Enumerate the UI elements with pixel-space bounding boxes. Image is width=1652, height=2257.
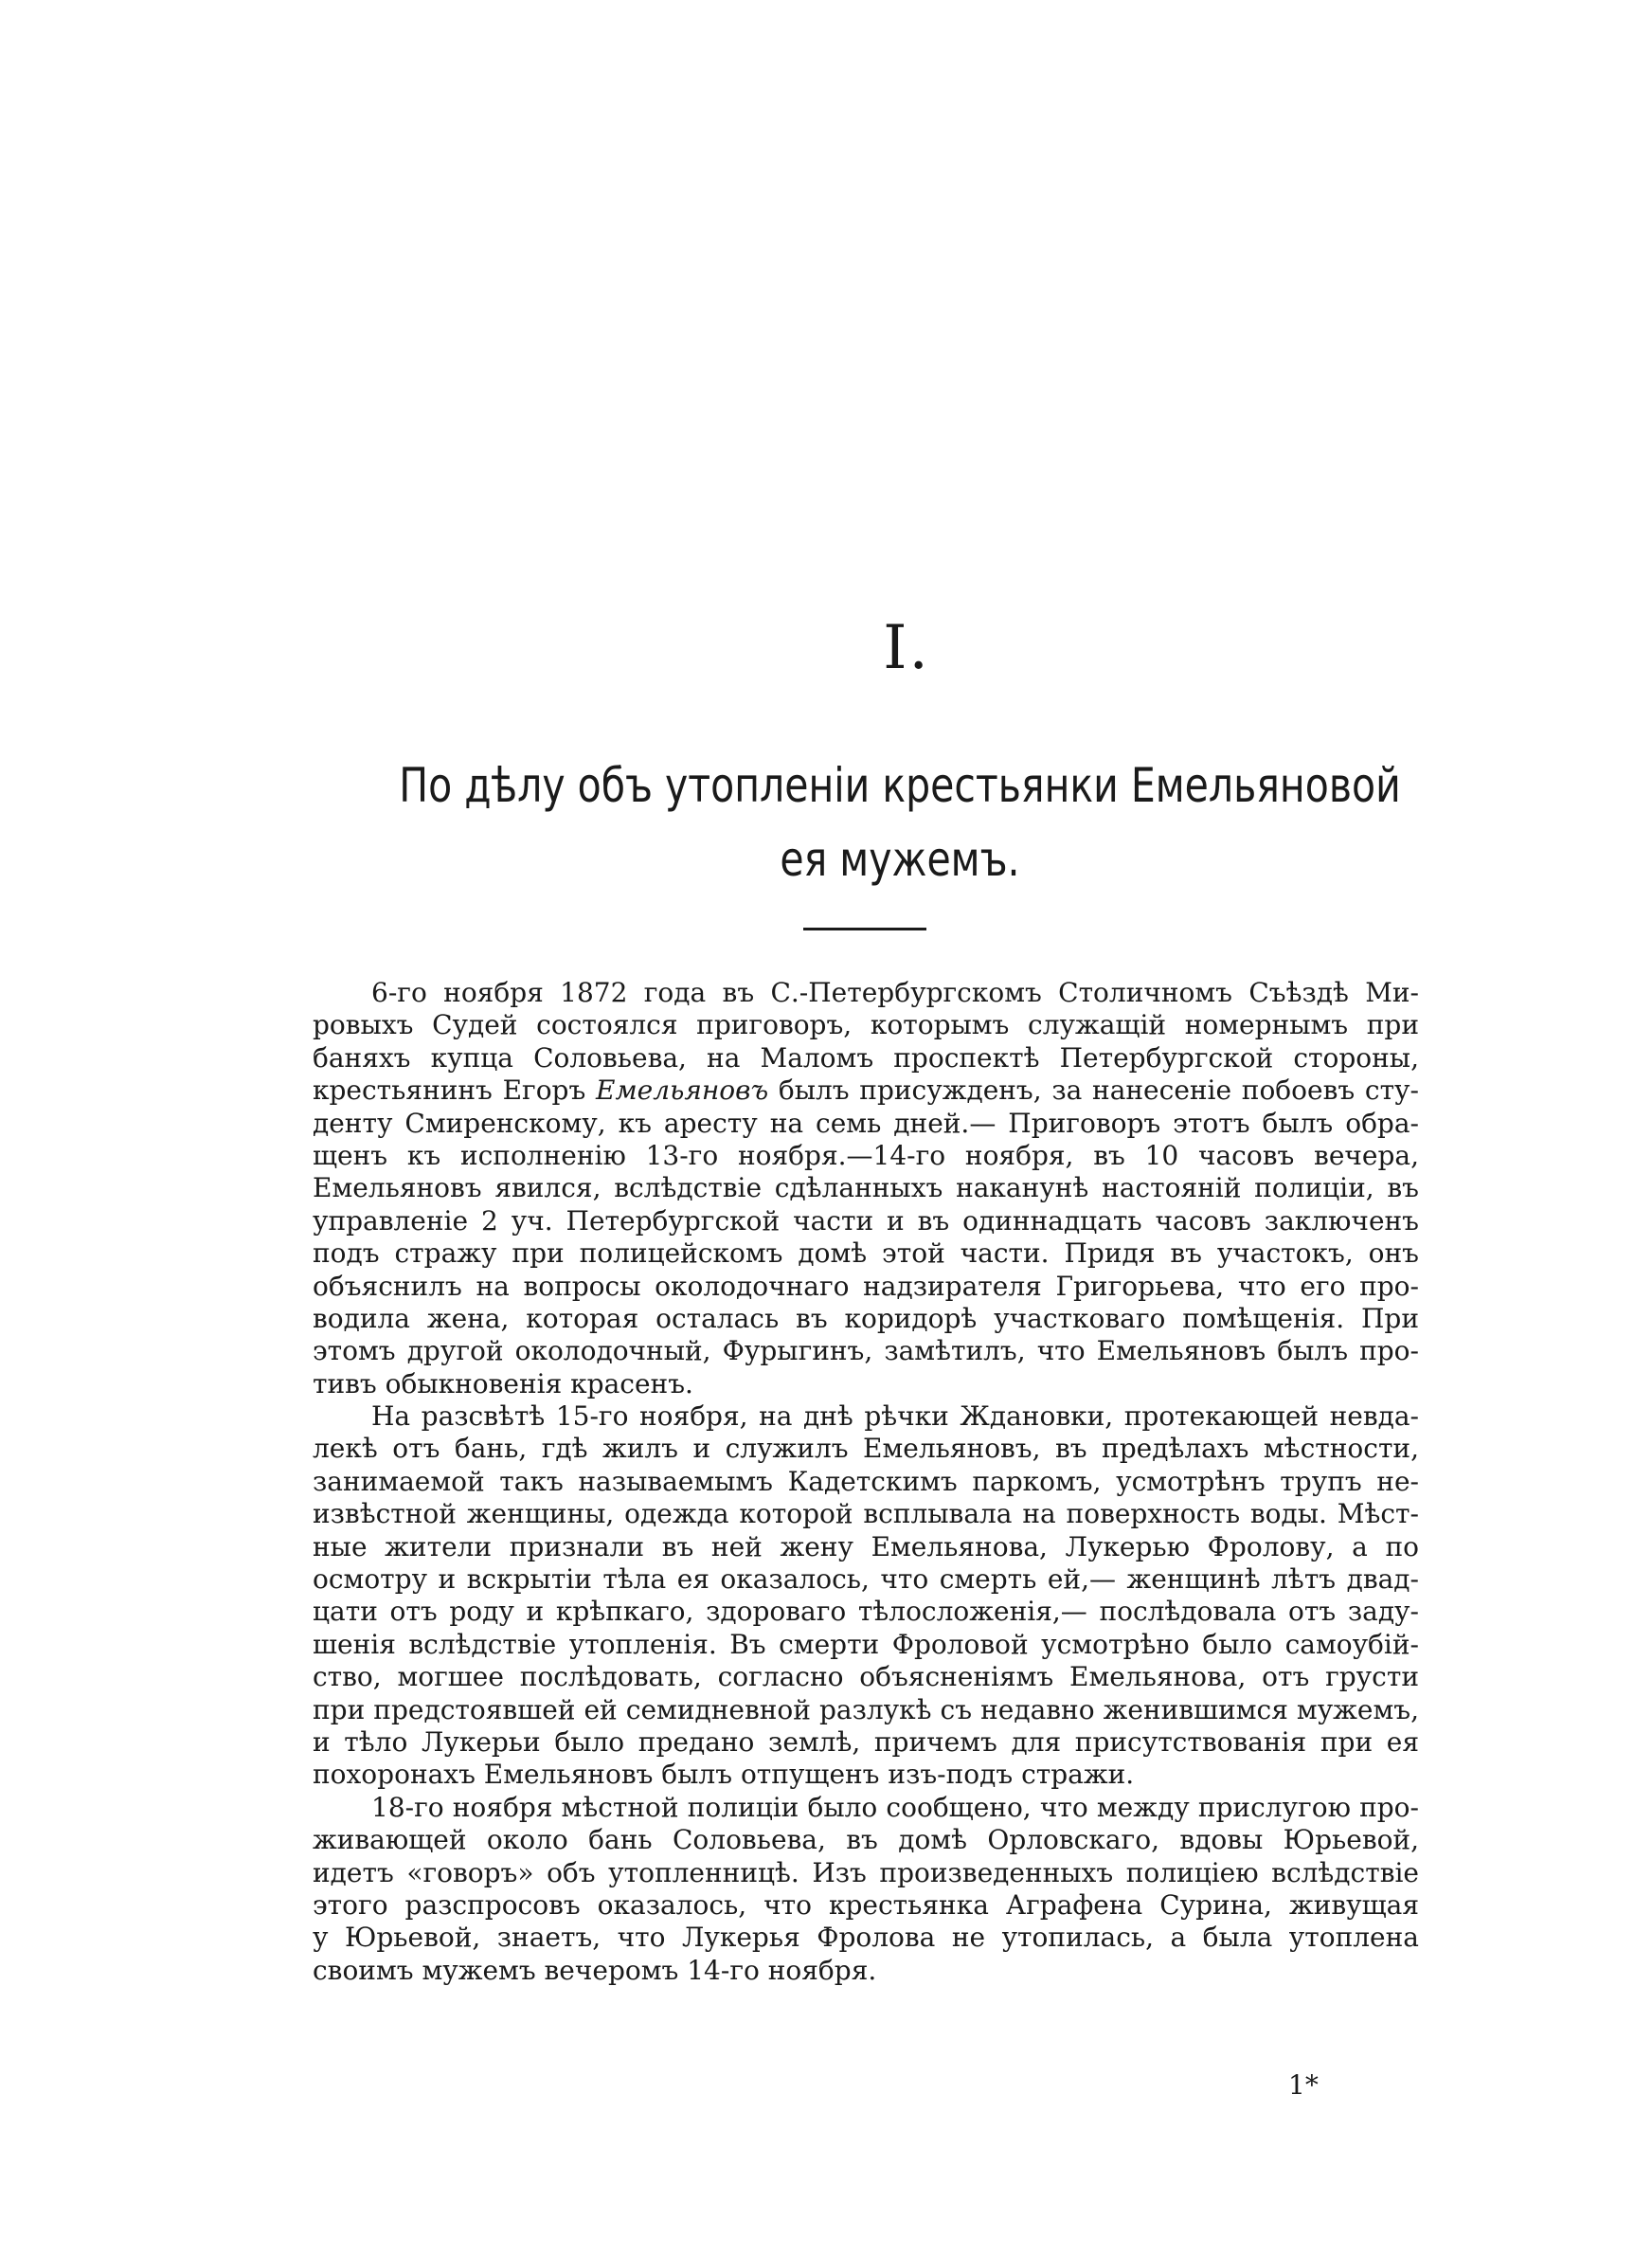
text-line: ство, могшее послѣдовать, согласно объясненіямъ Емельянова, отъ грусти (313, 1661, 1419, 1693)
text-line: цати отъ роду и крѣпкаго, здороваго тѣлосложенія,— послѣдовала отъ заду- (313, 1596, 1419, 1628)
text-line: тивъ обыкновенія красенъ. (313, 1367, 693, 1399)
text-line: этомъ другой околодочный, Фурыгинъ, замѣтилъ, что Емельяновъ былъ про- (313, 1335, 1419, 1367)
text-line: 18-го ноября мѣстной полиціи было сообщено, что между прислугою про- (371, 1791, 1419, 1823)
text-line: денту Смиренскому, къ аресту на семь дней.— Приговоръ этотъ былъ обра- (313, 1107, 1419, 1139)
text-line: подъ стражу при полицейскомъ домѣ этой части. Придя въ участокъ, онъ (313, 1237, 1419, 1270)
text-line: щенъ къ исполненію 13-го ноября.—14-го ноября, въ 10 часовъ вечера, (313, 1139, 1419, 1171)
text-line: осмотру и вскрытіи тѣла ея оказалось, что смерть ей,— женщинѣ лѣтъ двад- (313, 1563, 1419, 1596)
text-line: своимъ мужемъ вечеромъ 14-го ноября. (313, 1954, 877, 1986)
text-line: этого разспросовъ оказалось, что крестьянка Аграфена Сурина, живущая (313, 1888, 1419, 1921)
text-line: баняхъ купца Соловьева, на Маломъ проспектѣ Петербургской стороны, (313, 1041, 1419, 1074)
text-line: ровыхъ Судей состоялся приговоръ, которымъ служащій номернымъ при (313, 1009, 1419, 1041)
italic-name: Емельяновъ (596, 1074, 769, 1107)
text-line: идетъ «говоръ» объ утопленницѣ. Изъ произведенныхъ полиціею вслѣдствіе (313, 1856, 1419, 1888)
page-signature-mark: 1* (1288, 2069, 1319, 2101)
text-line: лекѣ отъ бань, гдѣ жилъ и служилъ Емельяновъ, въ предѣлахъ мѣстности, (313, 1433, 1419, 1465)
text-line: занимаемой такъ называемымъ Кадетскимъ паркомъ, усмотрѣнъ трупъ не- (313, 1465, 1419, 1497)
text-line: ные жители признали въ ней жену Емельянова, Лукерью Фролову, а по (313, 1530, 1419, 1562)
text-line: крестьянинъ Егоръ Емельяновъ былъ присужденъ, за нанесеніе побоевъ сту- (313, 1074, 1419, 1107)
paragraph (313, 1792, 1419, 1987)
text-line: при предстоявшей ей семидневной разлукѣ съ недавно женившимся мужемъ, (313, 1693, 1419, 1725)
chapter-title-line: По дѣлу объ утопленіи крестьянки Емельяновой (399, 758, 1401, 813)
text-line: и тѣло Лукерьи было предано землѣ, причемъ для присутствованія при ея (313, 1725, 1419, 1758)
chapter-title (395, 749, 1405, 896)
text-line: шенія вслѣдствіе утопленія. Въ смерти Фроловой усмотрѣно было самоубій- (313, 1628, 1419, 1660)
text-line: похоронахъ Емельяновъ былъ отпущенъ изъ-подъ стражи. (313, 1759, 1135, 1791)
text-line: 6-го ноября 1872 года въ С.-Петербургскомъ Столичномъ Съѣздѣ Ми- (371, 977, 1419, 1008)
paragraph (313, 1400, 1419, 1792)
text-line: живающей около бань Соловьева, въ домѣ Орловскаго, вдовы Юрьевой, (313, 1824, 1419, 1856)
chapter-title-line: ея мужемъ. (780, 832, 1020, 887)
chapter-number: I. (883, 613, 930, 683)
text-line: извѣстной женщины, одежда которой всплывала на поверхность воды. Мѣст- (313, 1498, 1419, 1530)
text-line: На разсвѣтѣ 15-го ноября, на днѣ рѣчки Ждановки, протекающей невда- (371, 1400, 1419, 1433)
text-line: водила жена, которая осталась въ коридорѣ участковаго помѣщенія. При (313, 1302, 1419, 1334)
paragraph (313, 977, 1419, 1400)
chapter-body (313, 977, 1419, 1987)
text-line: объяснилъ на вопросы околодочнаго надзирателя Григорьева, что его про- (313, 1270, 1419, 1302)
text-line: у Юрьевой, знаетъ, что Лукерья Фролова не утопилась, а была утоплена (313, 1922, 1419, 1954)
title-divider (803, 928, 926, 930)
text-line: управленіе 2 уч. Петербургской части и въ одиннадцать часовъ заключенъ (313, 1204, 1419, 1237)
text-line: Емельяновъ явился, вслѣдствіе сдѣланныхъ наканунѣ настояній полиціи, въ (313, 1172, 1419, 1204)
